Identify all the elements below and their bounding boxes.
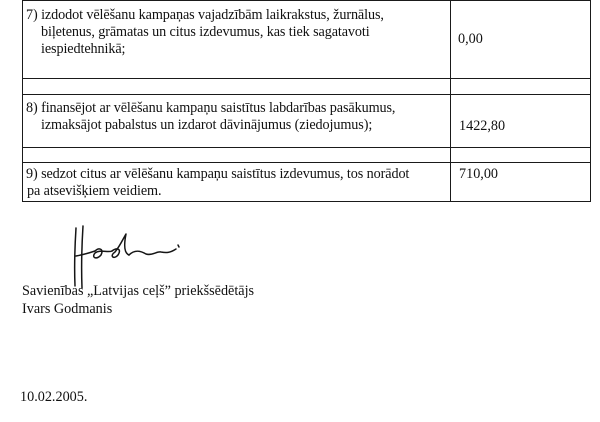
signatory-title: Savienības „Latvijas ceļš” priekšsēdētājs xyxy=(22,283,255,299)
table-border-left xyxy=(22,0,23,202)
item-amount: 1422,80 xyxy=(459,118,506,134)
signatory-name: Ivars Godmanis xyxy=(22,301,113,317)
table-border-bottom xyxy=(22,201,591,202)
row-divider xyxy=(22,94,591,95)
row-divider xyxy=(22,162,591,163)
row-divider xyxy=(22,147,591,148)
item-description-line: biļetenus, grāmatas un citus izdevumus, kas tiek sagatavoti xyxy=(41,24,370,40)
row-divider xyxy=(22,78,591,79)
item-description-line: 7) izdodot vēlēšanu kampaņas vajadzībām laikrakstus, žurnālus, xyxy=(26,7,384,23)
item-description-line: izmaksājot pabalstus un izdarot dāvinājumus (ziedojumus); xyxy=(41,117,373,133)
table-border-right xyxy=(590,0,591,202)
item-description-line: 9) sedzot citus ar vēlēšanu kampaņu saistītus izdevumus, tos norādot xyxy=(26,166,410,182)
item-amount: 710,00 xyxy=(459,166,499,182)
table-column-divider xyxy=(450,0,451,202)
item-description-line: 8) finansējot ar vēlēšanu kampaņu saistītus labdarības pasākumus, xyxy=(26,100,396,116)
item-description-line: pa atsevišķiem veidiem. xyxy=(27,183,162,199)
document-date: 10.02.2005. xyxy=(20,389,88,405)
item-amount: 0,00 xyxy=(458,31,483,47)
item-description-line: iespiedtehnikā; xyxy=(41,41,126,57)
table-border-top xyxy=(22,0,591,1)
expense-table xyxy=(22,0,591,202)
